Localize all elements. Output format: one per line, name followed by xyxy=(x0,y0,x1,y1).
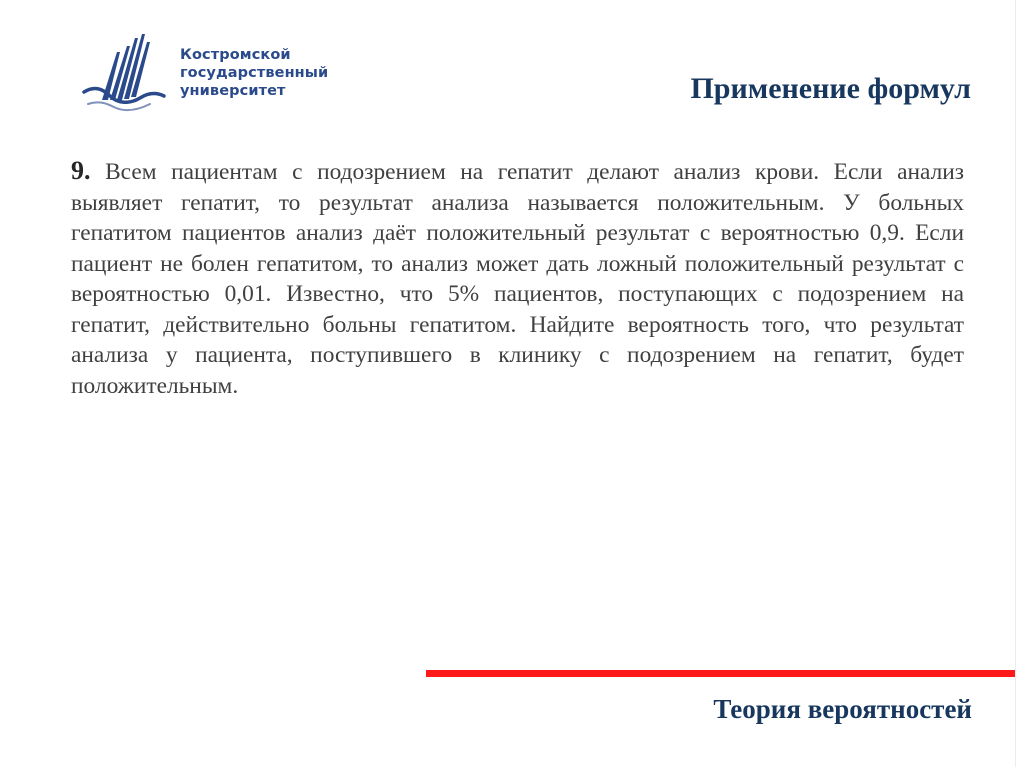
kostroma-university-logo-icon xyxy=(80,32,180,122)
university-logo xyxy=(80,32,360,122)
slide-title: Применение формул xyxy=(690,72,971,105)
university-name xyxy=(180,46,328,100)
accent-divider xyxy=(426,670,1015,677)
logo-line-1: Костромской xyxy=(180,47,291,63)
slide-border xyxy=(1015,0,1016,767)
logo-line-3: университет xyxy=(180,83,286,99)
logo-line-2: государственный xyxy=(180,65,329,81)
problem-statement xyxy=(71,156,964,401)
footer-title: Теория вероятностей xyxy=(713,694,972,724)
problem-number: 9. xyxy=(71,156,91,185)
problem-text: Всем пациентам с подозрением на гепатит делают анализ крови. Если анализ выявляет гепатит, то результат анализа называется положительным. У больных гепатитом пациентов анализ даёт положительный результат с вероятностью 0,9. Если пациент не болен гепатитом, то анализ может дать ложный положительный результат с вероятностью 0,01. Известно, что 5% пациентов, поступающих с подозрением на гепатит, действительно больны гепатитом. Найдите вероятность того, что результат анализа у пациента, поступившего в клинику с подозрением на гепатит, будет положительным. xyxy=(71,159,964,399)
